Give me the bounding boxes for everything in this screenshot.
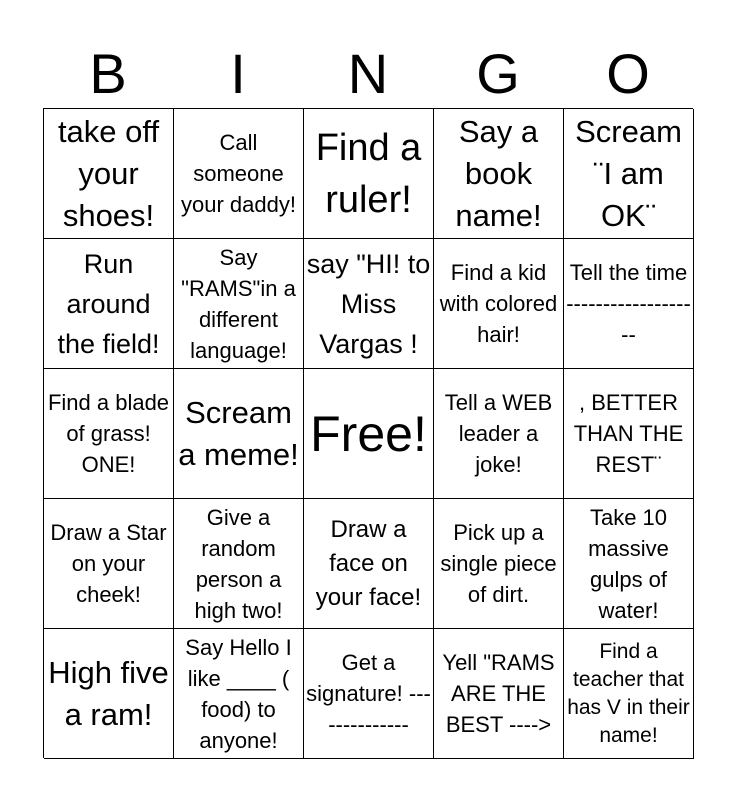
bingo-cell[interactable] bbox=[304, 239, 434, 369]
cell-text: Free! bbox=[310, 405, 427, 462]
cell-text: , BETTER THAN THE REST¨ bbox=[573, 390, 684, 477]
bingo-cell[interactable] bbox=[44, 109, 174, 239]
cell-text: Tell the time ------------------- bbox=[566, 260, 691, 347]
cell-text: Scream a meme! bbox=[178, 394, 299, 472]
cell-text: Find a blade of grass! ONE! bbox=[47, 390, 170, 477]
bingo-cell-free[interactable] bbox=[304, 369, 434, 499]
bingo-cell[interactable] bbox=[174, 629, 304, 759]
header-letter-b: B bbox=[89, 42, 127, 105]
bingo-cell[interactable] bbox=[304, 629, 434, 759]
cell-text: High five a ram! bbox=[48, 654, 169, 732]
bingo-cell[interactable] bbox=[564, 629, 694, 759]
cell-text: Find a ruler! bbox=[315, 126, 422, 221]
bingo-cell[interactable] bbox=[44, 369, 174, 499]
bingo-cell[interactable] bbox=[564, 109, 694, 239]
header-letter-g: G bbox=[476, 42, 520, 105]
cell-text: Pick up a single piece of dirt. bbox=[440, 520, 557, 607]
cell-text: Find a teacher that has V in their name! bbox=[567, 639, 690, 747]
bingo-cell[interactable] bbox=[434, 369, 564, 499]
bingo-cell[interactable] bbox=[44, 499, 174, 629]
bingo-card bbox=[43, 108, 693, 758]
cell-text: Get a signature! -------------- bbox=[306, 650, 431, 737]
cell-text: Run around the field! bbox=[57, 248, 160, 359]
bingo-cell[interactable] bbox=[44, 239, 174, 369]
bingo-cell[interactable] bbox=[174, 499, 304, 629]
bingo-cell[interactable] bbox=[174, 109, 304, 239]
bingo-cell[interactable] bbox=[564, 239, 694, 369]
cell-text: Find a kid with colored hair! bbox=[439, 260, 558, 347]
cell-text: Tell a WEB leader a joke! bbox=[444, 390, 553, 477]
header-letter-n: N bbox=[347, 42, 389, 105]
bingo-header bbox=[43, 42, 693, 106]
header-letter-i: I bbox=[230, 42, 246, 105]
bingo-cell[interactable] bbox=[434, 629, 564, 759]
bingo-cell[interactable] bbox=[564, 369, 694, 499]
bingo-cell[interactable] bbox=[304, 109, 434, 239]
cell-text: Call someone your daddy! bbox=[181, 130, 296, 217]
bingo-cell[interactable] bbox=[434, 239, 564, 369]
header-letter-o: O bbox=[606, 42, 650, 105]
bingo-cell[interactable] bbox=[44, 629, 174, 759]
cell-text: Say Hello I like ____ ( food) to anyone! bbox=[185, 634, 292, 753]
cell-text: Take 10 massive gulps of water! bbox=[588, 504, 669, 623]
cell-text: Draw a Star on your cheek! bbox=[50, 520, 167, 607]
cell-text: Say "RAMS"in a different language! bbox=[181, 244, 296, 363]
cell-text: Say a book name! bbox=[455, 113, 542, 233]
cell-text: Scream ¨I am OK¨ bbox=[575, 113, 682, 233]
cell-text: say "HI! to Miss Vargas ! bbox=[306, 248, 431, 359]
bingo-cell[interactable] bbox=[174, 369, 304, 499]
cell-text: Give a random person a high two! bbox=[194, 504, 283, 623]
bingo-cell[interactable] bbox=[304, 499, 434, 629]
bingo-cell[interactable] bbox=[564, 499, 694, 629]
bingo-cell[interactable] bbox=[434, 499, 564, 629]
bingo-cell[interactable] bbox=[434, 109, 564, 239]
cell-text: Draw a face on your face! bbox=[315, 515, 422, 611]
bingo-cell[interactable] bbox=[174, 239, 304, 369]
cell-text: take off your shoes! bbox=[57, 113, 160, 233]
cell-text: Yell "RAMS ARE THE BEST ----> bbox=[442, 650, 555, 737]
